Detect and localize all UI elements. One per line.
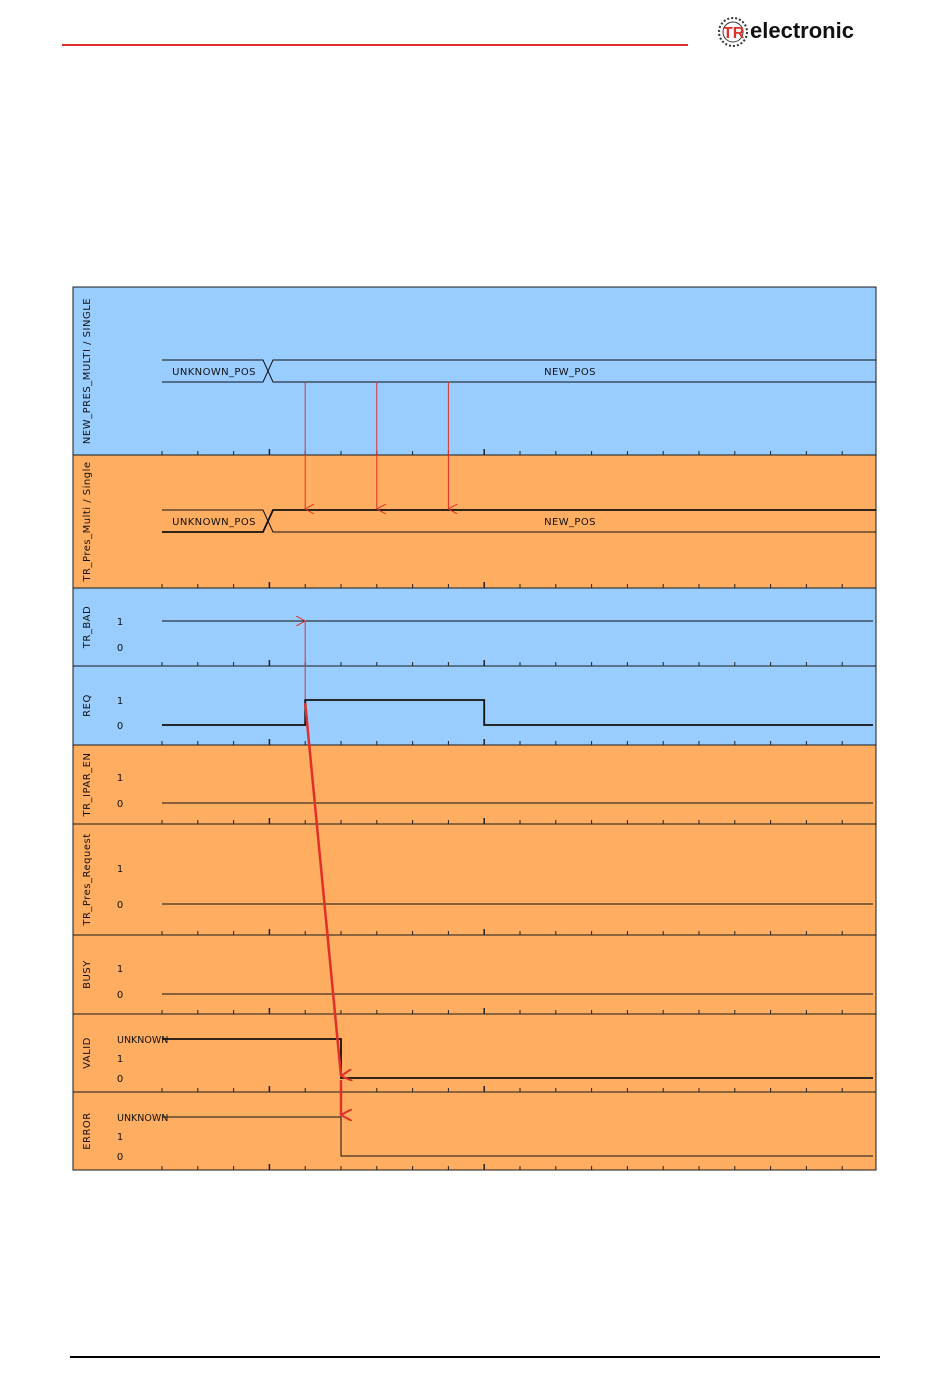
track-label-tr-bad: TR_BAD (82, 605, 93, 649)
track-label-tr-pres-multi-single: TR_Pres_Multi / Single (82, 461, 93, 582)
track-band-tr-ipar-en (73, 745, 876, 824)
track-label-error: ERROR (82, 1112, 93, 1150)
track-label-tr-ipar-en: TR_IPAR_EN (82, 752, 93, 817)
bus-value-initial: UNKNOWN_POS (172, 517, 256, 528)
track-label-busy: BUSY (82, 960, 93, 989)
track-band-req (73, 666, 876, 745)
level-label-high: 1 (116, 964, 124, 975)
level-label-unknown: UNKNOWN (117, 1035, 169, 1046)
logo-mark: TR (723, 25, 745, 42)
level-label-low: 0 (116, 900, 124, 911)
level-label-low: 0 (116, 1152, 124, 1163)
level-label-high: 1 (116, 617, 124, 628)
level-label-low: 0 (116, 1074, 124, 1085)
track-label-new-pres-multi-single: NEW_PRES_MULTI / SINGLE (82, 297, 93, 445)
level-label-low: 0 (116, 990, 124, 1001)
track-label-req: REQ (82, 694, 93, 717)
level-label-high: 1 (116, 696, 124, 707)
level-label-unknown: UNKNOWN (117, 1113, 169, 1124)
track-band-error (73, 1092, 876, 1170)
level-label-high: 1 (116, 1132, 124, 1143)
bus-value-new: NEW_POS (544, 517, 596, 528)
track-band-busy (73, 935, 876, 1014)
bus-value-new: NEW_POS (544, 367, 596, 378)
level-label-high: 1 (116, 864, 124, 875)
track-band-valid (73, 1014, 876, 1092)
level-label-high: 1 (116, 773, 124, 784)
level-label-low: 0 (116, 799, 124, 810)
track-band-tr-pres-request (73, 824, 876, 935)
track-label-tr-pres-request: TR_Pres_Request (82, 833, 93, 926)
logo-text: electronic (750, 18, 854, 43)
bus-value-initial: UNKNOWN_POS (172, 367, 256, 378)
track-band-tr-bad (73, 588, 876, 666)
track-label-valid: VALID (82, 1037, 93, 1069)
level-label-low: 0 (116, 721, 124, 732)
footer-rule (70, 1356, 880, 1358)
level-label-high: 1 (116, 1054, 124, 1065)
level-label-low: 0 (116, 643, 124, 654)
